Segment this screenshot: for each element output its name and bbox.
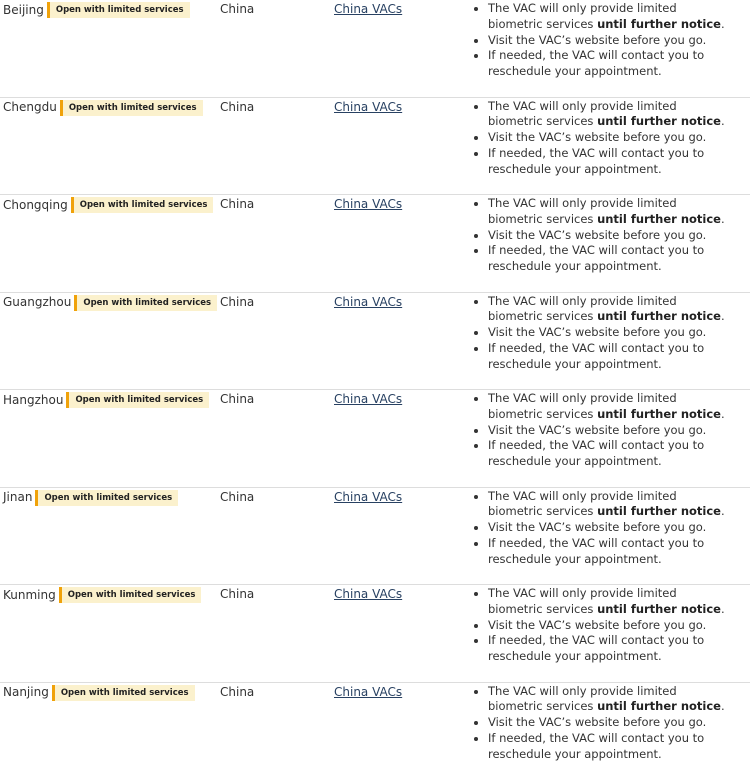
vac-cell [334, 99, 402, 115]
list-item [488, 196, 730, 228]
list-item [488, 489, 730, 521]
list-item: • If needed, the VAC will contact you to reschedule your appointment. [488, 536, 730, 568]
city-name: Chengdu [3, 99, 57, 115]
vac-cell [334, 586, 402, 602]
note-text: . [721, 309, 725, 323]
notes-list [470, 391, 730, 470]
list-item: • Visit the VAC’s website before you go. [488, 520, 730, 536]
note-emphasis: until further notice [597, 114, 721, 128]
city-cell [3, 391, 209, 408]
table-row [0, 390, 750, 488]
city-name: Jinan [3, 489, 32, 505]
notes-list [470, 99, 730, 178]
notes-list [470, 684, 730, 763]
note-text: . [721, 212, 725, 226]
list-item: • Visit the VAC’s website before you go. [488, 33, 730, 49]
country-cell: China [220, 99, 254, 115]
note-emphasis: until further notice [597, 17, 721, 31]
note-text: . [721, 17, 725, 31]
country-cell: China [220, 1, 254, 17]
vac-cell [334, 391, 402, 407]
city-cell [3, 99, 203, 116]
table-row [0, 293, 750, 391]
note-emphasis: until further notice [597, 699, 721, 713]
list-item [488, 99, 730, 131]
city-name: Chongqing [3, 197, 68, 213]
note-emphasis: until further notice [597, 602, 721, 616]
status-badge: Open with limited services [35, 490, 178, 506]
city-name: Nanjing [3, 684, 49, 700]
note-text: . [721, 407, 725, 421]
country-cell: China [220, 391, 254, 407]
city-cell [3, 1, 190, 18]
list-item [488, 684, 730, 716]
notes-cell [470, 99, 730, 178]
note-emphasis: until further notice [597, 309, 721, 323]
list-item: • Visit the VAC’s website before you go. [488, 715, 730, 731]
note-text: . [721, 602, 725, 616]
city-name: Kunming [3, 587, 56, 603]
status-badge: Open with limited services [74, 295, 217, 311]
table-row [0, 585, 750, 683]
vac-link[interactable]: China VACs [334, 295, 402, 309]
note-text: . [721, 504, 725, 518]
note-text: The VAC will only provide limited biometric services [488, 294, 677, 324]
note-text: The VAC will only provide limited biometric services [488, 586, 677, 616]
table-row [0, 195, 750, 293]
notes-cell [470, 489, 730, 568]
notes-cell [470, 391, 730, 470]
status-badge: Open with limited services [52, 685, 195, 701]
vac-cell [334, 684, 402, 700]
city-name: Hangzhou [3, 392, 63, 408]
vac-link[interactable]: China VACs [334, 2, 402, 16]
list-item [488, 391, 730, 423]
notes-cell [470, 294, 730, 373]
table-row [0, 98, 750, 196]
note-text: The VAC will only provide limited biometric services [488, 99, 677, 129]
list-item: • If needed, the VAC will contact you to reschedule your appointment. [488, 341, 730, 373]
list-item: • Visit the VAC’s website before you go. [488, 228, 730, 244]
notes-list [470, 586, 730, 665]
vac-link[interactable]: China VACs [334, 197, 402, 211]
notes-cell [470, 684, 730, 763]
vac-link[interactable]: China VACs [334, 100, 402, 114]
country-cell: China [220, 489, 254, 505]
notes-cell [470, 196, 730, 275]
list-item: • If needed, the VAC will contact you to reschedule your appointment. [488, 146, 730, 178]
city-name: Beijing [3, 2, 44, 18]
status-badge: Open with limited services [47, 2, 190, 18]
status-badge: Open with limited services [71, 197, 214, 213]
note-emphasis: until further notice [597, 407, 721, 421]
vac-cell [334, 489, 402, 505]
list-item: • If needed, the VAC will contact you to reschedule your appointment. [488, 438, 730, 470]
note-text: The VAC will only provide limited biometric services [488, 196, 677, 226]
list-item: • Visit the VAC’s website before you go. [488, 618, 730, 634]
vac-link[interactable]: China VACs [334, 685, 402, 699]
status-badge: Open with limited services [59, 587, 202, 603]
list-item [488, 586, 730, 618]
country-cell: China [220, 684, 254, 700]
vac-cell [334, 196, 402, 212]
list-item: • If needed, the VAC will contact you to reschedule your appointment. [488, 48, 730, 80]
notes-list [470, 1, 730, 80]
notes-list [470, 489, 730, 568]
notes-cell [470, 586, 730, 665]
vac-cell [334, 294, 402, 310]
vac-link[interactable]: China VACs [334, 392, 402, 406]
list-item: • Visit the VAC’s website before you go. [488, 130, 730, 146]
city-cell [3, 196, 213, 213]
note-text: The VAC will only provide limited biometric services [488, 684, 677, 714]
country-cell: China [220, 196, 254, 212]
city-cell [3, 684, 195, 701]
list-item: • Visit the VAC’s website before you go. [488, 325, 730, 341]
city-cell [3, 294, 217, 311]
city-cell [3, 586, 201, 603]
notes-list [470, 294, 730, 373]
note-text: . [721, 699, 725, 713]
note-text: The VAC will only provide limited biometric services [488, 1, 677, 31]
status-badge: Open with limited services [66, 392, 209, 408]
status-badge: Open with limited services [60, 100, 203, 116]
note-text: . [721, 114, 725, 128]
country-cell: China [220, 586, 254, 602]
vac-link[interactable]: China VACs [334, 587, 402, 601]
list-item: • If needed, the VAC will contact you to reschedule your appointment. [488, 243, 730, 275]
note-text: The VAC will only provide limited biometric services [488, 489, 677, 519]
list-item: • If needed, the VAC will contact you to reschedule your appointment. [488, 633, 730, 665]
list-item: • Visit the VAC’s website before you go. [488, 423, 730, 439]
list-item [488, 1, 730, 33]
notes-cell [470, 1, 730, 80]
city-cell [3, 489, 178, 506]
table-row [0, 488, 750, 586]
city-name: Guangzhou [3, 294, 71, 310]
list-item: • If needed, the VAC will contact you to reschedule your appointment. [488, 731, 730, 763]
table-row [0, 683, 750, 780]
list-item [488, 294, 730, 326]
note-emphasis: until further notice [597, 504, 721, 518]
note-text: The VAC will only provide limited biometric services [488, 391, 677, 421]
vac-cell [334, 1, 402, 17]
note-emphasis: until further notice [597, 212, 721, 226]
country-cell: China [220, 294, 254, 310]
table-row [0, 0, 750, 98]
notes-list [470, 196, 730, 275]
vac-link[interactable]: China VACs [334, 490, 402, 504]
